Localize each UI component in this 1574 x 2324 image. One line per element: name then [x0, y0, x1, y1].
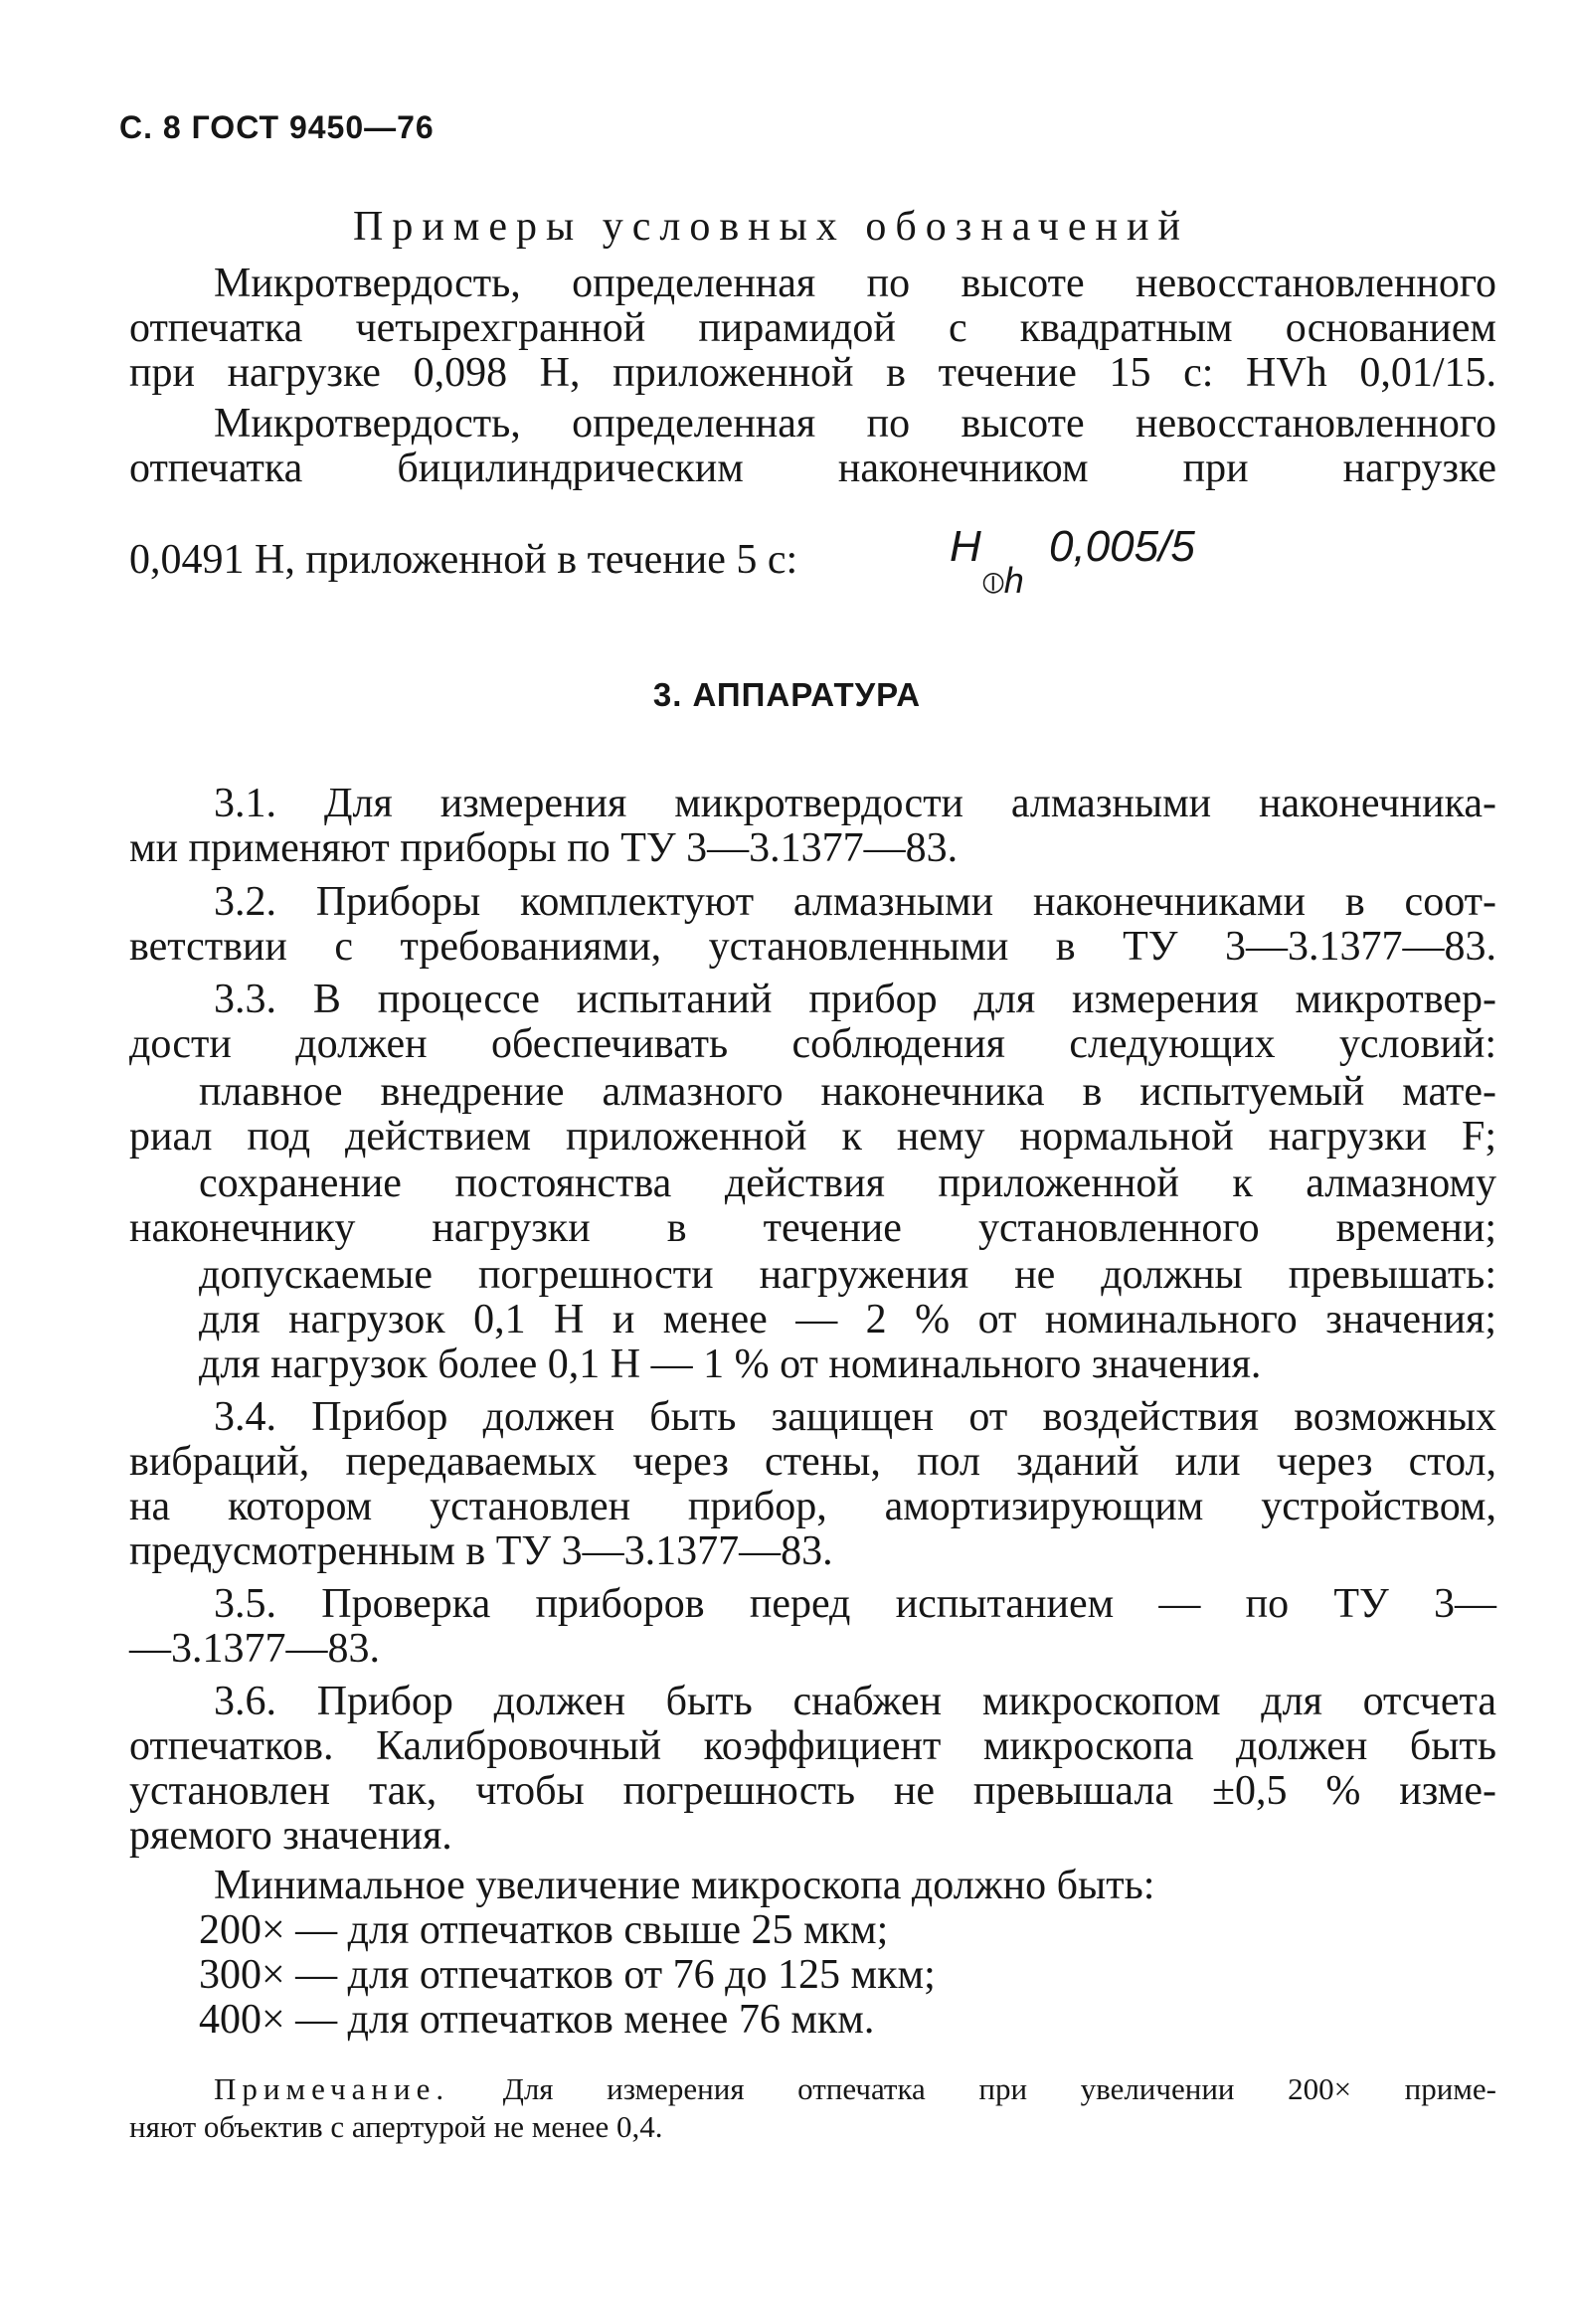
text-line: —3.1377—83.: [129, 1626, 380, 1672]
examples-para1-line3: при нагрузке 0,098 Н, приложенной в течение 15 с: HVh 0,01/15.: [129, 350, 1496, 396]
text-line: установлен так, чтобы погрешность не превышала ±0,5 % изме-: [129, 1768, 1496, 1814]
examples-para1-line1: Микротвердость, определенная по высоте невосстановленного: [214, 261, 1496, 306]
examples-para2-line2: отпечатка бицилиндрическим наконечником при нагрузке: [129, 446, 1496, 491]
formula-sub-letter: h: [1003, 560, 1024, 601]
note-line1: [214, 2071, 1496, 2107]
examples-para2-line3: 0,0491 Н, приложенной в течение 5 с:: [129, 537, 798, 583]
note-text: Для измерения отпечатка при увеличении 200× приме-: [502, 2071, 1496, 2106]
text-line: 3.6. Прибор должен быть снабжен микроскопом для отсчета: [214, 1679, 1496, 1724]
text-line: 300× — для отпечатков от 76 до 125 мкм;: [199, 1952, 936, 1998]
text-line: предусмотренным в ТУ 3—3.1377—83.: [129, 1528, 833, 1574]
formula-subscript: [982, 560, 1024, 602]
text-line: плавное внедрение алмазного наконечника в испытуемый мате-: [199, 1069, 1496, 1115]
hardness-formula: [950, 522, 1218, 622]
text-line: наконечнику нагрузки в течение установленного времени;: [129, 1205, 1496, 1251]
text-line: ми применяют приборы по ТУ 3—3.1377—83.: [129, 825, 959, 871]
text-line: 3.3. В процессе испытаний прибор для измерения микротвер-: [214, 977, 1496, 1022]
text-line: вибраций, передаваемых через стены, пол зданий или через стол,: [129, 1439, 1496, 1485]
page-header: С. 8 ГОСТ 9450—76: [119, 109, 435, 145]
text-line: 400× — для отпечатков менее 76 мкм.: [199, 1997, 875, 2043]
formula-sub-symbol: ⦶: [982, 567, 1004, 600]
formula-value: 0,005/5: [1049, 522, 1195, 571]
examples-para2-line1: Микротвердость, определенная по высоте невосстановленного: [214, 401, 1496, 447]
text-line: сохранение постоянства действия приложенной к алмазному: [199, 1161, 1496, 1206]
text-line: допускаемые погрешности нагружения не должны превышать:: [199, 1252, 1496, 1298]
text-line: риал под действием приложенной к нему нормальной нагрузки F;: [129, 1114, 1496, 1160]
text-line: Минимальное увеличение микроскопа должно быть:: [214, 1863, 1155, 1908]
text-line: 200× — для отпечатков свыше 25 мкм;: [199, 1907, 889, 1953]
text-line: на котором установлен прибор, амортизирующим устройством,: [129, 1484, 1496, 1529]
text-line: 3.5. Проверка приборов перед испытанием — по ТУ 3—: [214, 1581, 1496, 1627]
text-line: для нагрузок более 0,1 Н — 1 % от номинального значения.: [199, 1341, 1262, 1387]
formula-base: H: [950, 522, 981, 571]
text-line: ряемого значения.: [129, 1813, 452, 1859]
examples-para1-line2: отпечатка четырехгранной пирамидой с квадратным основанием: [129, 305, 1496, 351]
note-line2: няют объектив с апертурой не менее 0,4.: [129, 2109, 663, 2144]
text-line: 3.1. Для измерения микротвердости алмазными наконечника-: [214, 781, 1496, 826]
text-line: отпечатков. Калибровочный коэффициент микроскопа должен быть: [129, 1723, 1496, 1769]
examples-title: Примеры условных обозначений: [353, 204, 1189, 250]
text-line: ветствии с требованиями, установленными в ТУ 3—3.1377—83.: [129, 924, 1496, 970]
text-line: дости должен обеспечивать соблюдения следующих условий:: [129, 1021, 1496, 1067]
note-label: Примечание.: [214, 2071, 450, 2106]
text-line: 3.4. Прибор должен быть защищен от воздействия возможных: [214, 1394, 1496, 1440]
section-title: 3. АППАРАТУРА: [652, 676, 922, 713]
text-line: для нагрузок 0,1 Н и менее — 2 % от номинального значения;: [199, 1297, 1496, 1342]
text-line: 3.2. Приборы комплектуют алмазными наконечниками в соот-: [214, 879, 1496, 925]
